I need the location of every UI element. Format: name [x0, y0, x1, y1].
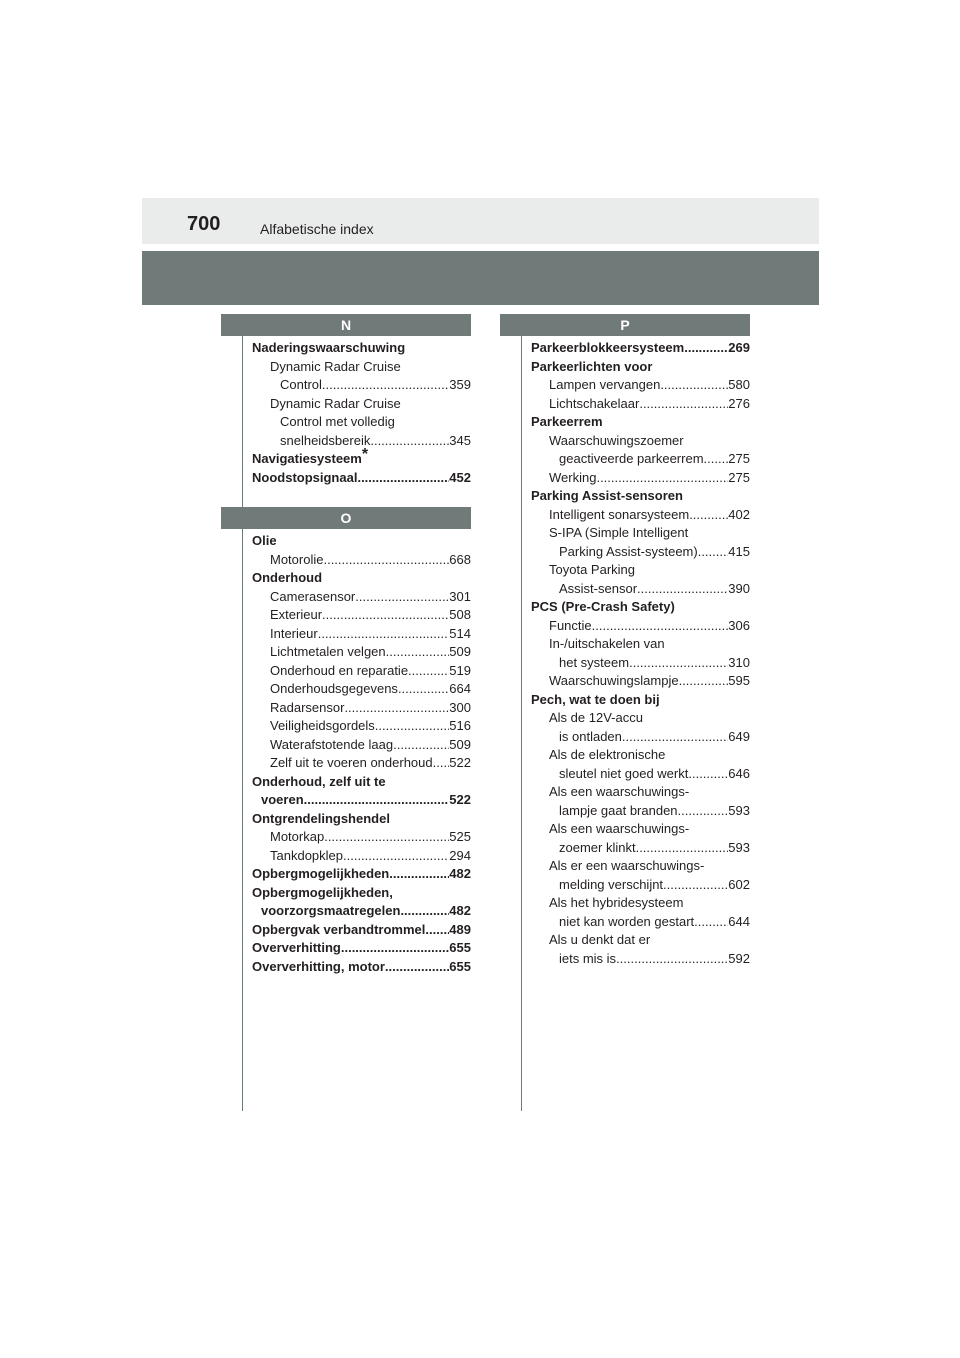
index-entry-text: Control met volledig [280, 414, 395, 429]
index-entry-page: 593 [728, 839, 750, 855]
index-entry [252, 921, 471, 940]
index-entry-text: Interieur [270, 625, 318, 641]
index-column-n [252, 339, 471, 487]
index-entry [531, 543, 750, 562]
index-entry-text: Als er een waarschuwings- [549, 858, 705, 873]
index-entry-page: 294 [449, 847, 471, 863]
index-entry-text: snelheidsbereik [280, 432, 371, 448]
index-entry [531, 672, 750, 691]
index-entry-page: 276 [728, 395, 750, 411]
index-entry [531, 358, 750, 377]
index-entry-page: 300 [449, 699, 471, 715]
index-entry [531, 839, 750, 858]
index-entry-text: Navigatiesysteem* [252, 446, 369, 466]
index-entry-text: PCS (Pre-Crash Safety) [531, 599, 675, 614]
index-entry-text: Onderhoudsgegevens [270, 681, 398, 696]
index-entry-text: is ontladen [559, 728, 622, 744]
index-entry [531, 820, 750, 839]
index-entry [252, 884, 471, 903]
index-entry [252, 532, 471, 551]
leader-dots [679, 672, 729, 691]
index-entry [252, 754, 471, 773]
index-entry-page: 525 [449, 829, 471, 844]
index-entry [531, 487, 750, 506]
index-entry-page: 664 [449, 681, 471, 696]
leader-dots [355, 588, 449, 607]
index-entry [531, 857, 750, 876]
index-entry-text: Als u denkt dat er [549, 932, 651, 947]
letter-header-o: O [221, 507, 471, 529]
index-entry [252, 588, 471, 607]
index-entry-page: 592 [728, 950, 750, 966]
index-entry-text: Oververhitting [252, 940, 341, 955]
index-entry [531, 931, 750, 950]
index-entry [531, 617, 750, 636]
index-entry [252, 717, 471, 736]
index-entry-text: sleutel niet goed werkt [559, 765, 689, 781]
header-bar [142, 198, 819, 244]
index-entry [252, 847, 471, 866]
index-entry-page: 580 [728, 377, 750, 392]
letter-header-p: P [500, 314, 750, 336]
index-entry [252, 358, 471, 377]
index-entry-text: Dynamic Radar Cruise [270, 395, 401, 411]
leader-dots [639, 395, 728, 414]
index-entry [252, 469, 471, 488]
page-number: 700 [187, 213, 221, 235]
index-entry-text: zoemer klinkt [559, 839, 636, 855]
index-entry-text: Intelligent sonarsysteem [549, 506, 690, 522]
index-entry-text: Assist-sensor [559, 580, 638, 596]
index-entry-page: 595 [728, 673, 750, 688]
index-entry-text: niet kan worden gestart [559, 913, 695, 929]
leader-dots [389, 865, 449, 884]
index-entry-page: 655 [449, 940, 471, 955]
index-entry [531, 506, 750, 525]
index-entry-text: Werking [549, 469, 597, 485]
index-entry-text: Olie [252, 533, 277, 548]
index-entry-text: Waterafstotende laag [270, 736, 394, 752]
index-entry-text: In-/uitschakelen van [549, 636, 665, 651]
leader-dots [678, 802, 729, 821]
index-entry [531, 395, 750, 414]
leader-dots [318, 625, 450, 644]
index-entry [531, 746, 750, 765]
index-entry [531, 561, 750, 580]
index-entry-text: S-IPA (Simple Intelligent [549, 525, 689, 540]
index-entry [252, 902, 471, 921]
index-entry [252, 662, 471, 681]
index-entry-text: Radarsensor [270, 699, 345, 715]
index-entry-page: 508 [449, 607, 471, 622]
index-entry-page: 668 [449, 551, 471, 567]
index-entry [252, 395, 471, 414]
leader-dots [684, 339, 728, 358]
index-entry-page: 275 [728, 469, 750, 485]
index-entry-page: 345 [449, 432, 471, 448]
leader-dots [324, 828, 449, 847]
index-entry-page: 482 [449, 903, 471, 918]
leader-dots [400, 902, 449, 921]
leader-dots [689, 506, 728, 525]
index-entry-page: 306 [728, 617, 750, 633]
leader-dots [398, 680, 449, 699]
index-entry [252, 810, 471, 829]
index-entry-text: Dynamic Radar Cruise [270, 358, 401, 374]
index-entry-text: Veiligheidsgordels [270, 718, 375, 733]
index-column-o [252, 532, 471, 976]
index-entry-page: 415 [728, 543, 750, 559]
index-entry-page: 649 [728, 728, 750, 744]
index-entry-text: iets mis is [559, 950, 617, 966]
leader-dots [370, 432, 449, 451]
letter-header-n: N [221, 314, 471, 336]
index-entry [252, 376, 471, 395]
index-entry-text: Als een waarschuwings- [549, 821, 690, 836]
index-entry-page: 269 [728, 340, 750, 355]
index-entry [252, 413, 471, 432]
index-entry [252, 625, 471, 644]
leader-dots [704, 450, 729, 469]
index-entry [531, 635, 750, 654]
index-entry [531, 802, 750, 821]
leader-dots [322, 606, 449, 625]
leader-dots [616, 950, 728, 969]
index-entry-text: Parking Assist-sensoren [531, 488, 683, 503]
index-entry-text: Opbergmogelijkheden [252, 866, 390, 881]
index-entry-page: 519 [449, 662, 471, 678]
leader-dots [323, 551, 449, 570]
index-entry [252, 699, 471, 718]
leader-dots [596, 469, 728, 488]
leader-dots [663, 876, 728, 895]
leader-dots [408, 662, 449, 681]
index-entry-page: 402 [728, 506, 750, 522]
index-entry-page: 646 [728, 765, 750, 781]
index-entry-text: Pech, wat te doen bij [531, 691, 660, 707]
index-entry-page: 655 [449, 958, 471, 974]
header-band [142, 251, 819, 305]
index-entry-text: Toyota Parking [549, 562, 635, 577]
index-entry [531, 728, 750, 747]
index-entry [531, 691, 750, 710]
index-entry-text: Lichtschakelaar [549, 395, 640, 411]
index-entry [252, 551, 471, 570]
leader-dots [660, 376, 728, 395]
index-entry-page: 644 [728, 913, 750, 929]
index-entry-page: 602 [728, 876, 750, 892]
section-title: Alfabetische index [260, 221, 374, 237]
index-entry [252, 939, 471, 958]
asterisk-mark: * [361, 446, 369, 463]
leader-dots [425, 921, 449, 940]
index-entry-text: Lichtmetalen velgen [270, 644, 386, 659]
column-divider-left [242, 315, 243, 1111]
index-entry-text: Opbergvak verbandtrommel [252, 921, 426, 937]
index-entry [252, 828, 471, 847]
index-entry [531, 413, 750, 432]
leader-dots [636, 839, 729, 858]
index-entry-text: Ontgrendelingshendel [252, 810, 390, 826]
index-entry [531, 580, 750, 599]
index-entry-text: lampje gaat branden [559, 802, 678, 818]
index-entry [531, 598, 750, 617]
index-entry [252, 569, 471, 588]
index-entry-text: het systeem [559, 654, 630, 670]
index-entry-text: Waarschuwingszoemer [549, 432, 684, 448]
index-entry-text: Lampen vervangen [549, 377, 661, 392]
index-entry [531, 876, 750, 895]
index-entry-page: 516 [449, 718, 471, 733]
leader-dots [343, 847, 449, 866]
leader-dots [694, 913, 728, 932]
index-entry-text: melding verschijnt [559, 876, 664, 892]
index-entry-text: Waarschuwingslampje [549, 673, 679, 688]
index-entry-text: Noodstopsignaal [252, 469, 358, 485]
index-entry-page: 359 [449, 377, 471, 392]
index-entry-text: Parkeerblokkeersysteem [531, 340, 685, 355]
index-entry-text: Onderhoud, zelf uit te [252, 773, 386, 789]
index-entry-page: 522 [449, 755, 471, 770]
index-entry [531, 894, 750, 913]
index-entry-text: Als het hybridesysteem [549, 895, 684, 910]
index-entry-page: 310 [728, 654, 750, 670]
leader-dots [304, 791, 450, 810]
leader-dots [386, 643, 450, 662]
leader-dots [698, 543, 729, 562]
index-column-p [531, 339, 750, 968]
leader-dots [393, 736, 449, 755]
leader-dots [357, 469, 449, 488]
index-entry [252, 606, 471, 625]
index-entry-text: Onderhoud en reparatie [270, 662, 409, 678]
index-entry [252, 773, 471, 792]
leader-dots [592, 617, 729, 636]
index-entry-page: 509 [449, 736, 471, 752]
index-entry [252, 958, 471, 977]
leader-dots [385, 958, 449, 977]
index-entry-text: voorzorgsmaatregelen [261, 903, 401, 918]
leader-dots [637, 580, 728, 599]
index-entry [531, 913, 750, 932]
index-entry [252, 643, 471, 662]
index-entry [531, 339, 750, 358]
column-divider-right [521, 315, 522, 1111]
index-entry [252, 736, 471, 755]
index-entry-text: Naderingswaarschuwing [252, 340, 406, 355]
index-entry-page: 452 [449, 469, 471, 485]
index-entry [252, 791, 471, 810]
index-entry-text: Oververhitting, motor [252, 958, 385, 974]
leader-dots [433, 754, 450, 773]
leader-dots [322, 376, 449, 395]
index-entry-page: 489 [449, 921, 471, 937]
index-entry [252, 446, 471, 469]
index-entry-page: 509 [449, 644, 471, 659]
index-entry-text: Parkeerrem [531, 414, 603, 429]
leader-dots [622, 728, 728, 747]
index-entry-text: Als de elektronische [549, 747, 666, 762]
index-entry [531, 469, 750, 488]
index-entry [531, 432, 750, 451]
index-entry-text: Als een waarschuwings- [549, 784, 690, 799]
index-entry-text: geactiveerde parkeerrem [559, 451, 704, 466]
index-entry-text: Opbergmogelijkheden, [252, 884, 393, 900]
leader-dots [344, 699, 449, 718]
index-entry-page: 482 [449, 866, 471, 881]
index-entry-text: Onderhoud [252, 570, 323, 585]
index-entry [531, 709, 750, 728]
index-entry-text: Parking Assist-systeem) [559, 543, 698, 559]
index-entry [531, 376, 750, 395]
index-entry-text: Parkeerlichten voor [531, 358, 653, 374]
index-entry [531, 524, 750, 543]
index-entry-text: Als de 12V-accu [549, 710, 643, 725]
index-entry-page: 593 [728, 802, 750, 818]
index-entry-text: Tankdopklep [270, 847, 343, 863]
index-entry [531, 765, 750, 784]
index-entry [531, 450, 750, 469]
index-entry-page: 522 [449, 792, 471, 807]
index-entry-text: Motorolie [270, 551, 324, 567]
leader-dots [341, 939, 449, 958]
index-entry-text: voeren [261, 792, 304, 807]
index-entry [252, 339, 471, 358]
index-entry [531, 950, 750, 969]
index-entry [252, 865, 471, 884]
leader-dots [375, 717, 450, 736]
index-entry [252, 680, 471, 699]
index-entry-text: Camerasensor [270, 588, 356, 604]
index-entry-page: 390 [728, 580, 750, 596]
index-entry-text: Functie [549, 617, 592, 633]
leader-dots [629, 654, 728, 673]
index-entry-text: Control [280, 377, 322, 392]
index-entry-text: Motorkap [270, 829, 325, 844]
index-entry-page: 275 [728, 451, 750, 466]
index-entry-page: 301 [449, 588, 471, 604]
index-entry [531, 783, 750, 802]
leader-dots [688, 765, 728, 784]
index-entry [531, 654, 750, 673]
index-entry-page: 514 [449, 625, 471, 641]
index-entry-text: Zelf uit te voeren onderhoud [270, 755, 433, 770]
index-entry-text: Exterieur [270, 607, 323, 622]
